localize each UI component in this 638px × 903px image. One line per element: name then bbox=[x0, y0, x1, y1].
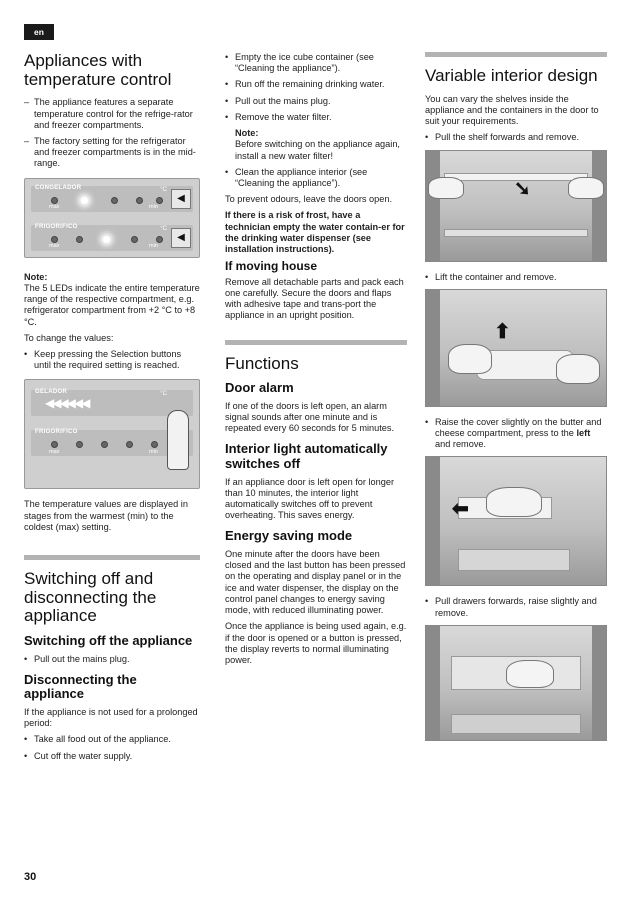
led-icon bbox=[131, 236, 138, 243]
column-1 bbox=[24, 52, 200, 767]
wall-icon bbox=[426, 151, 440, 261]
door-alarm-text: If one of the doors is left open, an alarm signal sounds after one minute and is repeated every 60 seconds for 5 minutes. bbox=[225, 400, 395, 434]
fridge-label: FRIGORIFICO bbox=[35, 223, 78, 230]
bullet-item: • Pull out the mains plug. bbox=[225, 96, 407, 107]
arrow-up-icon: ⬆ bbox=[494, 320, 511, 343]
note-text: Before switching on the appliance again, install a new water filter! bbox=[235, 139, 400, 161]
shelf-icon bbox=[444, 229, 588, 237]
bullet-item: • Keep pressing the Selection buttons until the required setting is reached. bbox=[24, 349, 200, 371]
min-label: min bbox=[149, 448, 158, 455]
shelf-removal-photo bbox=[425, 150, 607, 262]
freezer-label: CONGELADOR bbox=[35, 184, 82, 191]
unit-label: °C bbox=[160, 225, 167, 232]
selection-button-left-icon: ◀ bbox=[171, 189, 191, 209]
heading-energy-saving: Energy saving mode bbox=[225, 528, 353, 544]
bullet-text-bold: left bbox=[576, 428, 591, 438]
unit-label: °C bbox=[160, 391, 167, 398]
heading-switching-off: Switching off and disconnecting the appliance bbox=[24, 569, 157, 626]
disconnect-text: If the appliance is not used for a prolonged period: bbox=[24, 707, 198, 729]
container-removal-photo bbox=[425, 289, 607, 407]
led-icon bbox=[51, 236, 58, 243]
bullet-item: • Pull out the mains plug. bbox=[24, 654, 200, 665]
arrow-forward-icon: ➘ bbox=[514, 177, 531, 200]
min-label: min bbox=[149, 203, 158, 210]
frost-warning: If there is a risk of frost, have a technician empty the water contain-er for the drinking water dispenser (see installation instructions). bbox=[225, 210, 405, 255]
wall-icon bbox=[426, 290, 440, 406]
hand-icon bbox=[448, 344, 492, 374]
section-divider bbox=[24, 555, 200, 560]
bullet-item: • Run off the remaining drinking water. bbox=[225, 79, 407, 90]
section-divider bbox=[425, 52, 607, 57]
wall-icon bbox=[592, 151, 606, 261]
compartment-icon bbox=[458, 549, 570, 571]
arrow-left-icon: ⬅ bbox=[452, 498, 469, 521]
hand-icon bbox=[486, 487, 542, 517]
led-icon bbox=[76, 441, 83, 448]
led-icon bbox=[156, 236, 163, 243]
energy-text-1: One minute after the doors have been closed and the last button has been pressed on the operating and display panel or in the ice and water dispenser, the display on the control panel changes to energy saving mode, with reduced illuminating power. bbox=[225, 549, 406, 616]
drawer-icon bbox=[451, 714, 581, 734]
wall-icon bbox=[426, 457, 440, 585]
bullet-item: • Clean the appliance interior (see “Cleaning the appliance”). bbox=[225, 167, 407, 189]
hand-icon bbox=[428, 177, 464, 199]
min-label: min bbox=[149, 242, 158, 249]
bullet-text: and remove. bbox=[435, 439, 487, 450]
max-label: max bbox=[49, 448, 60, 455]
control-panel-illustration-1 bbox=[24, 178, 200, 258]
column-3 bbox=[425, 52, 607, 751]
heading-switching-off-appliance: Switching off the appliance bbox=[24, 633, 193, 649]
freezer-panel-row bbox=[31, 186, 193, 212]
hand-icon bbox=[556, 354, 600, 384]
hand-icon bbox=[506, 660, 554, 688]
heading-door-alarm: Door alarm bbox=[225, 380, 294, 396]
led-icon bbox=[51, 197, 58, 204]
led-icon bbox=[101, 441, 108, 448]
selection-button-left-icon: ◀ bbox=[171, 228, 191, 248]
bullet-item: • Pull drawers forwards, raise slightly and remove. bbox=[425, 596, 607, 618]
section-divider bbox=[225, 340, 407, 345]
bullet-item bbox=[425, 417, 607, 451]
note-label: Note: bbox=[235, 128, 259, 139]
compartment-cover-photo bbox=[425, 456, 607, 586]
bullet-text: Raise the cover slightly on the butter and cheese compartment, press to the bbox=[435, 416, 602, 438]
max-label: max bbox=[49, 203, 60, 210]
odours-text: To prevent odours, leave the doors open. bbox=[225, 194, 393, 205]
max-label: max bbox=[49, 242, 60, 249]
finger-pressing-icon bbox=[167, 410, 189, 470]
led-lit-icon bbox=[103, 236, 110, 243]
wall-icon bbox=[426, 626, 440, 740]
led-icon bbox=[151, 441, 158, 448]
dash-item: – The factory setting for the refrigerator and freezer compartments is in the mid-range. bbox=[24, 136, 200, 170]
wall-icon bbox=[592, 626, 606, 740]
dash-item: – The appliance features a separate temperature control for the refrige-rator and freezer compartments. bbox=[24, 97, 200, 131]
led-icon bbox=[76, 236, 83, 243]
fridge-label: FRIGORIFICO bbox=[35, 429, 78, 436]
heading-interior-light: Interior light automatically switches off bbox=[225, 441, 388, 472]
led-icon bbox=[136, 197, 143, 204]
change-values-text: To change the values: bbox=[24, 332, 114, 343]
temp-values-text: The temperature values are displayed in stages from the warmest (min) to the coldest (max) setting. bbox=[24, 499, 188, 532]
led-icon bbox=[126, 441, 133, 448]
heading-variable-interior: Variable interior design bbox=[425, 66, 598, 85]
heading-functions: Functions bbox=[225, 353, 299, 373]
bullet-item: • Empty the ice cube container (see “Cleaning the appliance”). bbox=[225, 52, 407, 74]
heading-disconnecting: Disconnecting the appliance bbox=[24, 671, 137, 702]
fridge-panel-row bbox=[31, 225, 193, 251]
interior-light-text: If an appliance door is left open for longer than 10 minutes, the interior light automatically switches off to prevent overheating. This saves energy. bbox=[225, 476, 395, 521]
led-lit-icon bbox=[81, 197, 88, 204]
bullet-item: • Pull the shelf forwards and remove. bbox=[425, 132, 607, 143]
moving-text: Remove all detachable parts and pack each one carefully. Secure the doors and flaps with adhesive tape and trans-port the appliance in an upright position. bbox=[225, 276, 404, 321]
hand-icon bbox=[568, 177, 604, 199]
led-icon bbox=[111, 197, 118, 204]
bullet-item: • Cut off the water supply. bbox=[24, 751, 200, 762]
bullet-item: • Take all food out of the appliance. bbox=[24, 734, 200, 745]
heading-temperature-control: Appliances with temperature control bbox=[24, 51, 172, 89]
heading-moving-house: If moving house bbox=[225, 259, 318, 274]
note-text: The 5 LEDs indicate the entire temperature range of the respective compartment, e.g. refrigerator compartment from +2 °C to +8 °C. bbox=[24, 282, 200, 327]
drawer-removal-photo bbox=[425, 625, 607, 741]
bullet-item: • Lift the container and remove. bbox=[425, 272, 607, 283]
energy-text-2: Once the appliance is being used again, e.g. if the door is opened or a button is pressed, the display reverts to normal illuminating power. bbox=[225, 621, 407, 665]
note-label: Note: bbox=[24, 271, 48, 282]
led-icon bbox=[51, 441, 58, 448]
freezer-label: GELADOR bbox=[35, 389, 68, 396]
arrow-sequence-icon: ◀◀◀◀◀◀ bbox=[45, 396, 89, 411]
unit-label: °C bbox=[160, 186, 167, 193]
column-2 bbox=[225, 52, 407, 671]
control-panel-illustration-2 bbox=[24, 379, 200, 489]
page-number: 30 bbox=[24, 871, 37, 883]
bullet-item: • Remove the water filter. bbox=[225, 112, 407, 123]
led-icon bbox=[156, 197, 163, 204]
intro-text: You can vary the shelves inside the appliance and the containers in the door to suit your requirements. bbox=[425, 93, 599, 127]
language-tab: en bbox=[24, 24, 54, 40]
